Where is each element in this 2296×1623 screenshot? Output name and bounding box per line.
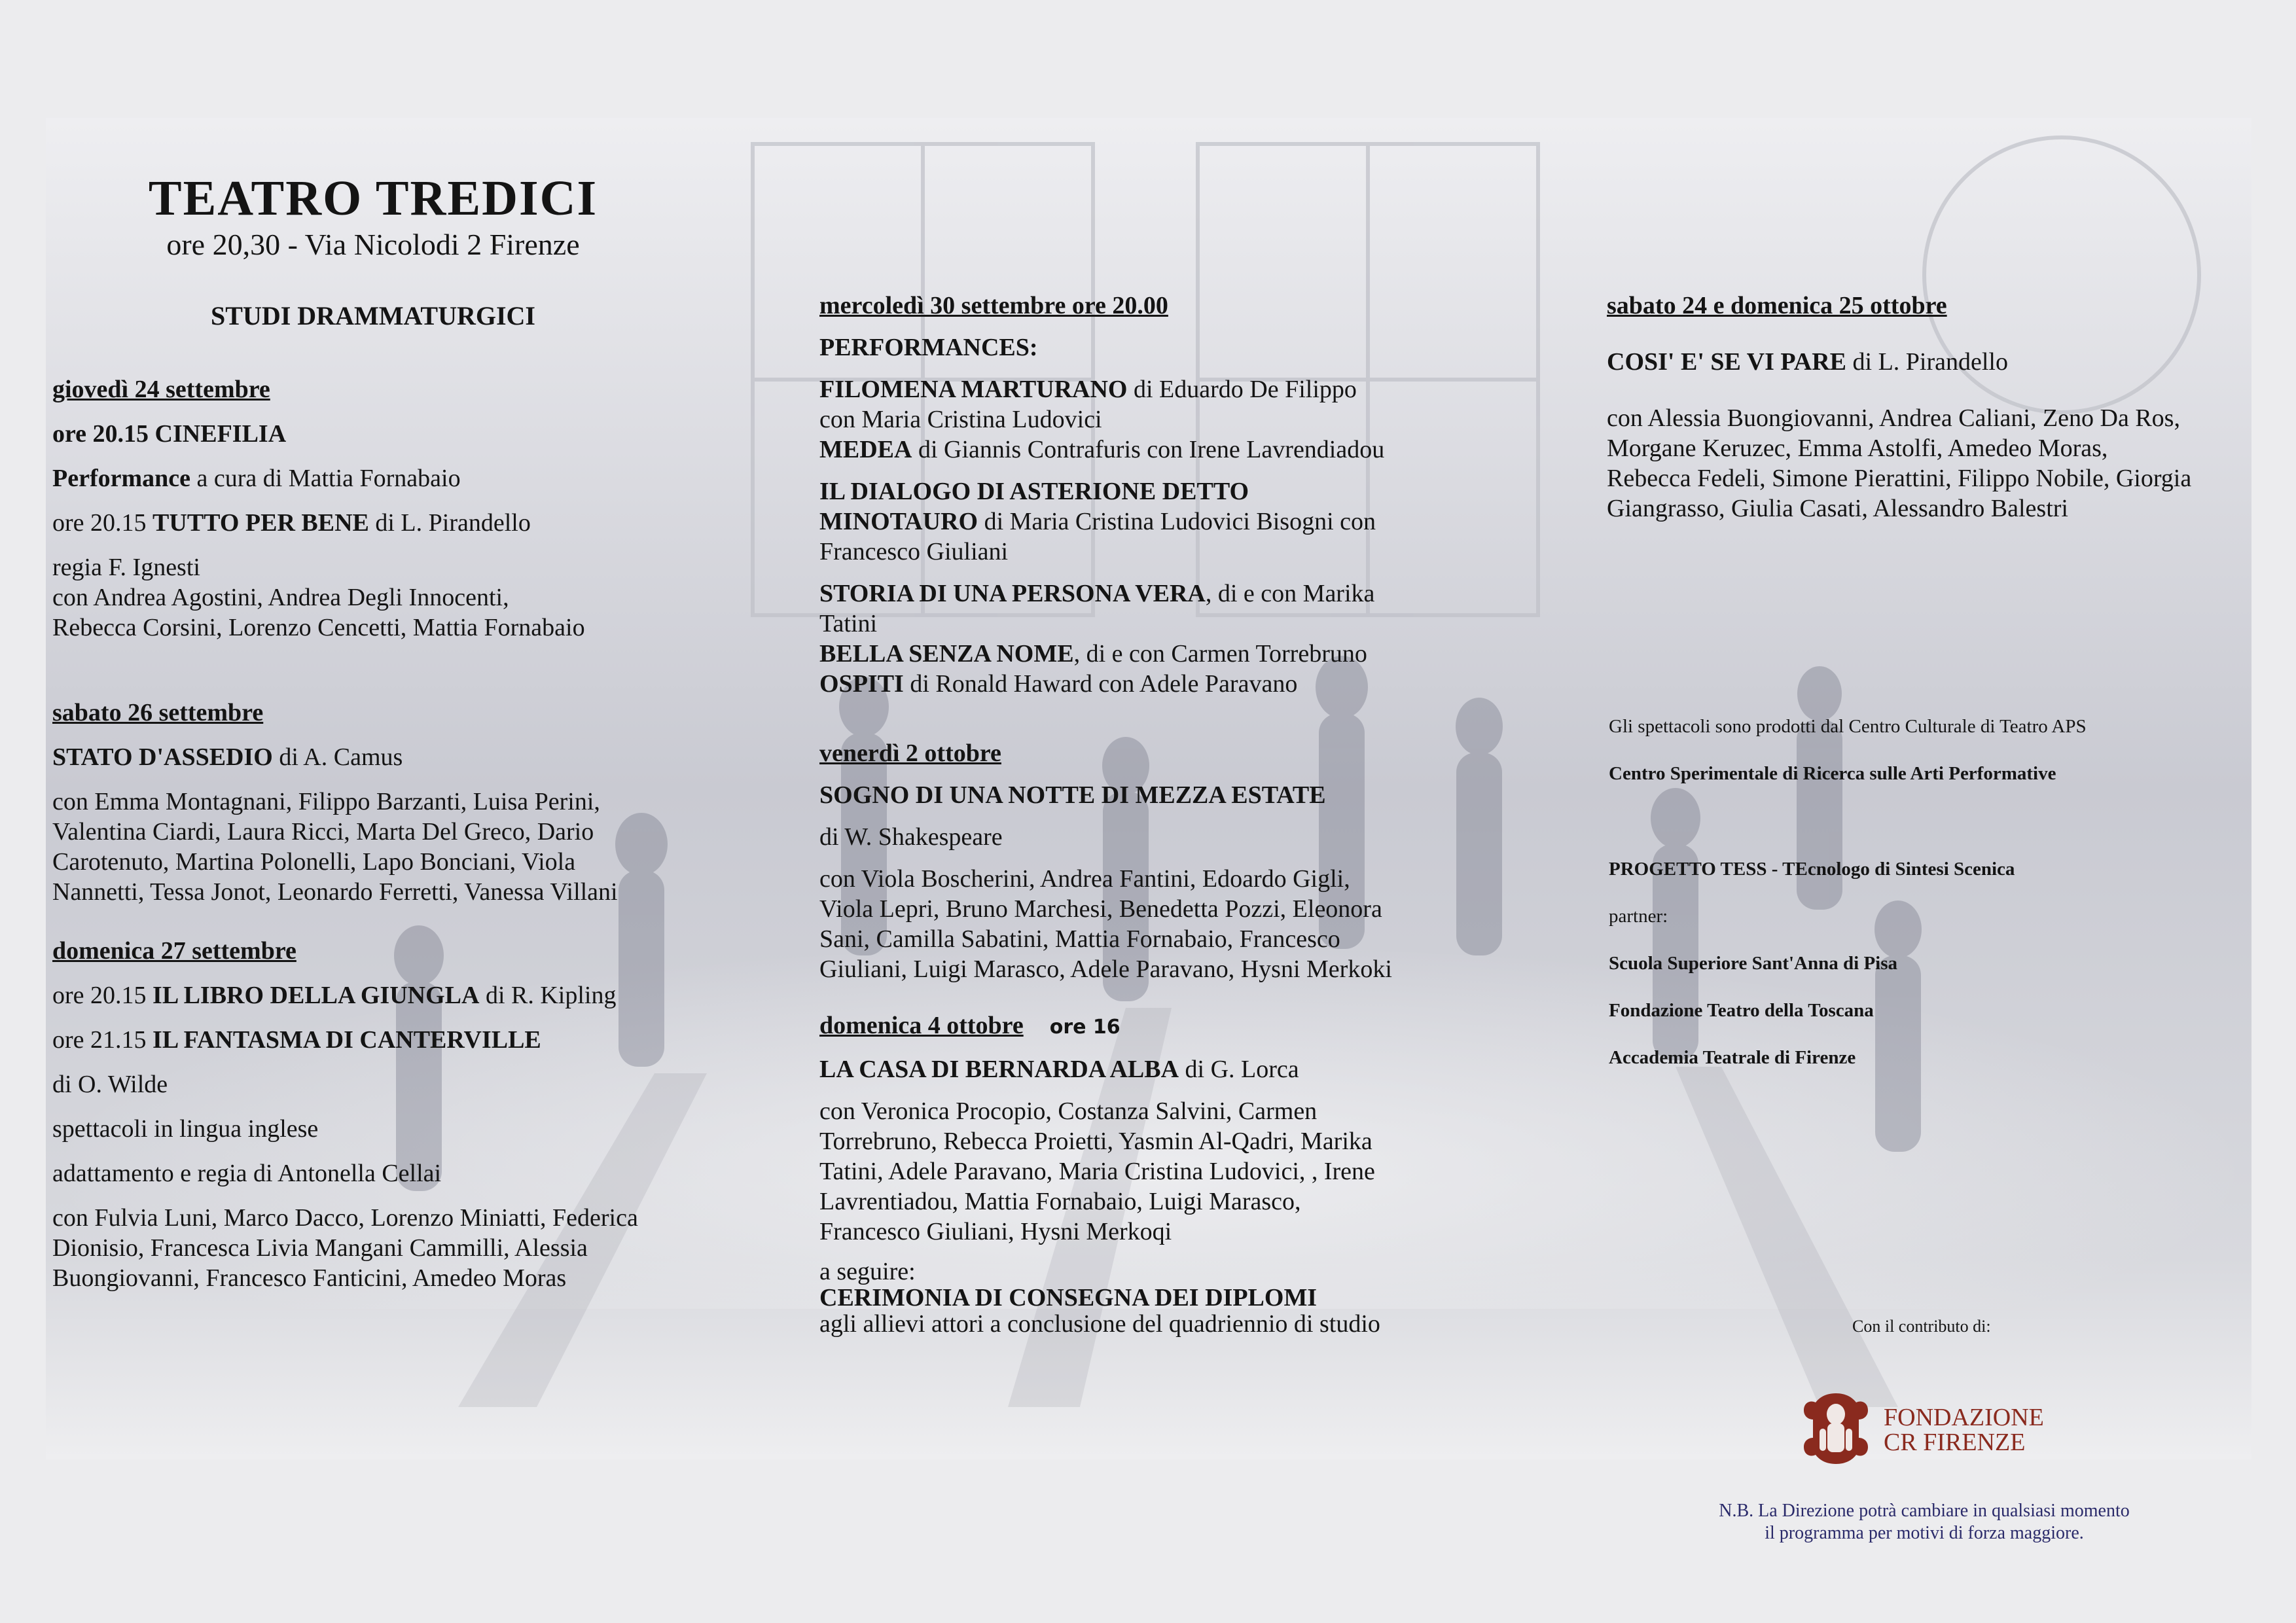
- cast-line: Sani, Camilla Sabatini, Mattia Fornabaio, Francesco: [819, 925, 1340, 953]
- event-author: di O. Wilde: [52, 1071, 168, 1098]
- event-title: BELLA SENZA NOME: [819, 640, 1074, 668]
- event-author: di Giannis Contrafuris con Irene Lavrendiadou: [912, 436, 1385, 463]
- event-title: SOGNO DI UNA NOTTE DI MEZZA ESTATE: [819, 781, 1326, 809]
- logo-line: CR FIRENZE: [1884, 1429, 2026, 1456]
- cast-line: con Emma Montagnani, Filippo Barzanti, Luisa Perini,: [52, 788, 600, 815]
- event-line: [819, 639, 1513, 669]
- event-line: [819, 435, 1513, 465]
- event-author: di A. Camus: [272, 743, 403, 771]
- event-line: [52, 980, 740, 1010]
- event-author: di R. Kipling: [479, 982, 617, 1009]
- event-line: [819, 579, 1513, 609]
- event-author: di L. Pirandello: [368, 509, 531, 537]
- cast-line: Valentina Ciardi, Laura Ricci, Marta Del Greco, Dario: [52, 818, 594, 846]
- logo-text: [1884, 1405, 2044, 1455]
- cast-line: Buongiovanni, Francesco Fanticini, Amedeo Moras: [52, 1264, 567, 1292]
- date-heading: sabato 26 settembre: [52, 699, 264, 726]
- partner-item: Accademia Teatrale di Firenze: [1609, 1047, 1856, 1068]
- event-author: , di e con Marika: [1205, 580, 1375, 607]
- date-heading: sabato 24 e domenica 25 ottobre: [1607, 292, 1947, 319]
- cast-line: con Maria Cristina Ludovici: [819, 406, 1102, 433]
- event-line: [819, 1054, 1513, 1084]
- cast-line: Carotenuto, Martina Polonelli, Lapo Bonciani, Viola: [52, 848, 576, 876]
- event-title: STATO D'ASSEDIO: [52, 743, 273, 771]
- event-time: ore 21.15: [52, 1026, 153, 1054]
- column-1: [52, 374, 740, 1293]
- date-heading: domenica 27 settembre: [52, 937, 296, 965]
- cast-line: con Alessia Buongiovanni, Andrea Caliani, Zeno Da Ros,: [1607, 404, 2180, 432]
- event-title: OSPITI: [819, 670, 904, 698]
- column-3: [1607, 291, 2261, 524]
- event-title: FILOMENA MARTURANO: [819, 376, 1128, 403]
- cast-line: con Veronica Procopio, Costanza Salvini, Carmen: [819, 1097, 1318, 1125]
- event-title: MEDEA: [819, 436, 912, 463]
- event-line: [52, 742, 740, 772]
- cast-line: Francesco Giuliani, Hysni Merkoqi: [819, 1218, 1172, 1245]
- date-heading: mercoledì 30 settembre ore 20.00: [819, 292, 1168, 319]
- event-author: di W. Shakespeare: [819, 823, 1003, 851]
- event-time: ore 20.15: [52, 509, 153, 537]
- logo-line: FONDAZIONE: [1884, 1404, 2044, 1431]
- cast-line: Rebecca Fedeli, Simone Pierattini, Filippo Nobile, Giorgia: [1607, 465, 2192, 492]
- event-title: COSI' E' SE VI PARE: [1607, 348, 1847, 376]
- event-title: IL LIBRO DELLA GIUNGLA: [152, 982, 480, 1009]
- event-credit: a cura di Mattia Fornabaio: [190, 465, 461, 492]
- cast-line: Torrebruno, Rebecca Proietti, Yasmin Al-Qadri, Marika: [819, 1128, 1372, 1155]
- credit-line: Centro Sperimentale di Ricerca sulle Arti Performative: [1609, 763, 2056, 784]
- event-author: di L. Pirandello: [1846, 348, 2008, 376]
- cast-line: Morgane Keruzec, Emma Astolfi, Amedeo Moras,: [1607, 435, 2108, 462]
- cast-line: Dionisio, Francesca Livia Mangani Cammilli, Alessia: [52, 1234, 588, 1262]
- event-line: [52, 1025, 740, 1055]
- cast-line: Giuliani, Luigi Marasco, Adele Paravano, Hysni Merkoki: [819, 955, 1392, 983]
- section-label: PERFORMANCES:: [819, 334, 1038, 361]
- event-line: [819, 669, 1513, 699]
- event-author: , di e con Carmen Torrebruno: [1073, 640, 1367, 668]
- event-title: TUTTO PER BENE: [152, 509, 369, 537]
- project-line: PROGETTO TESS - TEcnologo di Sintesi Scenica: [1609, 859, 2015, 880]
- event-author: di Ronald Haward con Adele Paravano: [903, 670, 1298, 698]
- cast-line: Tatini: [819, 610, 878, 637]
- event-author: di G. Lorca: [1179, 1056, 1299, 1083]
- production-credits: [1609, 713, 2263, 1071]
- event-line: [819, 507, 1513, 537]
- sponsor-logo: [1800, 1391, 2049, 1469]
- cast-line: Nannetti, Tessa Jonot, Leonardo Ferretti, Vanessa Villani: [52, 878, 618, 906]
- header: [46, 170, 700, 332]
- event-line: [819, 374, 1513, 404]
- event-title: IL DIALOGO DI ASTERIONE DETTO: [819, 478, 1249, 505]
- cast-line: Lavrentiadou, Mattia Fornabaio, Luigi Marasco,: [819, 1188, 1301, 1215]
- partner-item: Fondazione Teatro della Toscana: [1609, 1000, 1874, 1021]
- event-note: agli allievi attori a conclusione del quadriennio di studio: [819, 1310, 1380, 1338]
- page-subtitle: ore 20,30 - Via Nicolodi 2 Firenze: [166, 228, 580, 261]
- event-title: CERIMONIA DI CONSEGNA DEI DIPLOMI: [819, 1284, 1318, 1311]
- disclaimer-line: il programma per motivi di forza maggiore.: [1765, 1523, 2084, 1543]
- page-title: TEATRO TREDICI: [148, 171, 598, 226]
- cast-line: con Fulvia Luni, Marco Dacco, Lorenzo Miniatti, Federica: [52, 1204, 638, 1232]
- cast-line: Giangrasso, Giulia Casati, Alessandro Balestri: [1607, 495, 2068, 522]
- date-heading: venerdì 2 ottobre: [819, 740, 1001, 767]
- cast-line: Viola Lepri, Bruno Marchesi, Benedetta Pozzi, Eleonora: [819, 895, 1382, 923]
- partner-label: partner:: [1609, 906, 1668, 927]
- fondazione-emblem-icon: [1800, 1391, 1872, 1466]
- date-heading: domenica 4 ottobre: [819, 1012, 1024, 1039]
- cast-line: con Viola Boscherini, Andrea Fantini, Edoardo Gigli,: [819, 865, 1350, 893]
- contributo-label: Con il contributo di:: [1852, 1317, 1991, 1336]
- event-author: di Maria Cristina Ludovici Bisogni con: [978, 508, 1376, 535]
- event-title: STORIA DI UNA PERSONA VERA: [819, 580, 1206, 607]
- cast-line: con Andrea Agostini, Andrea Degli Innocenti,: [52, 584, 509, 611]
- cast-line: Tatini, Adele Paravano, Maria Cristina Ludovici, , Irene: [819, 1158, 1375, 1185]
- cast-line: Rebecca Corsini, Lorenzo Cencetti, Mattia Fornabaio: [52, 614, 585, 641]
- event-title: MINOTAURO: [819, 508, 978, 535]
- event-title: Performance: [52, 465, 190, 492]
- event-credit: regia F. Ignesti: [52, 554, 200, 581]
- event-line: [52, 463, 740, 493]
- event-time: ore 20.15: [52, 982, 153, 1009]
- disclaimer-line: N.B. La Direzione potrà cambiare in qualsiasi momento: [1719, 1501, 2130, 1521]
- partner-item: Scuola Superiore Sant'Anna di Pisa: [1609, 953, 1898, 974]
- section-heading: STUDI DRAMMATURGICI: [211, 301, 535, 330]
- event-author: di Eduardo De Filippo: [1127, 376, 1357, 403]
- event-time: ore 16: [1049, 1016, 1121, 1039]
- event-note: a seguire:: [819, 1258, 916, 1285]
- date-heading: giovedì 24 settembre: [52, 376, 270, 403]
- cast-line: Francesco Giuliani: [819, 538, 1009, 565]
- date-line: [819, 1010, 1513, 1043]
- event-title: ore 20.15 CINEFILIA: [52, 420, 287, 448]
- column-2: [819, 291, 1513, 1337]
- credit-line: Gli spettacoli sono prodotti dal Centro Culturale di Teatro APS: [1609, 716, 2087, 737]
- event-title: IL FANTASMA DI CANTERVILLE: [152, 1026, 541, 1054]
- disclaimer: [1676, 1500, 2173, 1544]
- event-title: LA CASA DI BERNARDA ALBA: [819, 1056, 1179, 1083]
- event-note: spettacoli in lingua inglese: [52, 1115, 319, 1143]
- event-line: [52, 508, 740, 538]
- event-credit: adattamento e regia di Antonella Cellai: [52, 1160, 442, 1187]
- event-line: [1607, 347, 2261, 377]
